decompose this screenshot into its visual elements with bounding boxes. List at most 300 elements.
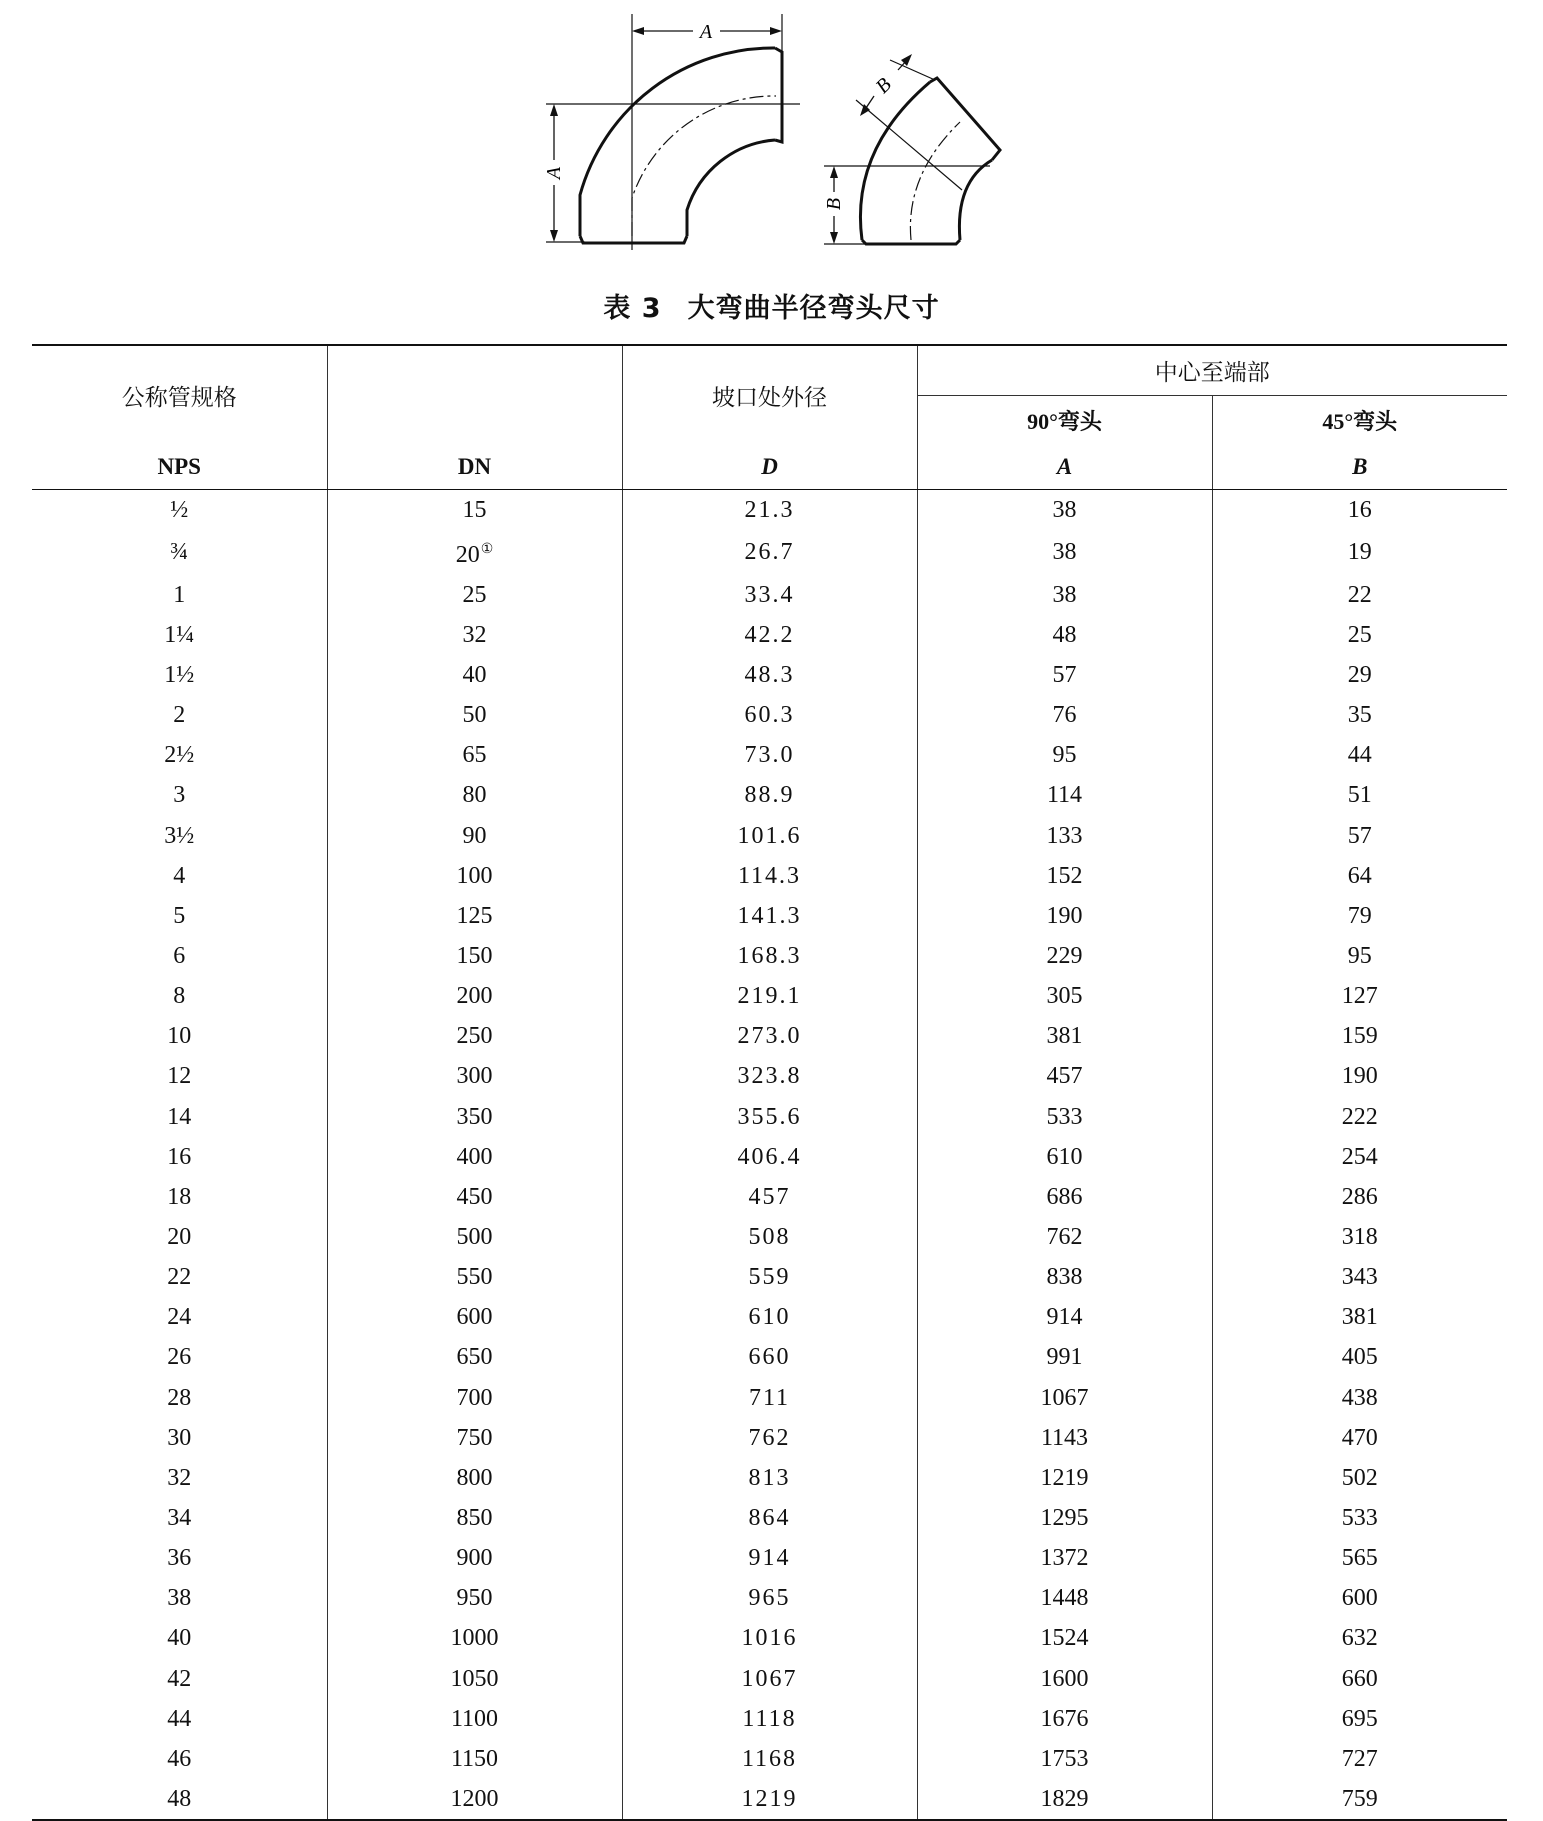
outside-diameter-cell	[622, 1096, 917, 1136]
nps-cell	[32, 1096, 327, 1136]
dn-cell-value: 300	[456, 1063, 493, 1090]
table-row	[32, 615, 1507, 655]
center-to-end-45-cell-value: 254	[1341, 1143, 1378, 1170]
nps-cell-value: 36	[167, 1545, 192, 1572]
center-to-end-90-cell	[917, 1578, 1212, 1618]
nps-cell	[32, 615, 327, 655]
table-row	[32, 1056, 1507, 1096]
center-to-end-45-cell	[1212, 530, 1507, 575]
center-to-end-45-cell-value: 222	[1341, 1103, 1378, 1130]
dn-cell	[327, 1096, 622, 1136]
outside-diameter-cell-value: 762	[748, 1424, 791, 1451]
center-to-end-45-cell-value: 502	[1341, 1464, 1378, 1491]
outside-diameter-cell	[622, 1137, 917, 1177]
center-to-end-90-cell	[917, 936, 1212, 976]
nps-cell-value: 42	[167, 1665, 192, 1692]
center-to-end-45-cell	[1212, 1498, 1507, 1538]
center-to-end-90-cell-value: 1372	[1040, 1545, 1089, 1572]
dn-cell	[327, 1337, 622, 1377]
dn-cell-value: 1150	[450, 1745, 499, 1772]
header-nominal-size: 公称管规格	[32, 345, 327, 445]
center-to-end-45-cell	[1212, 1056, 1507, 1096]
header-dn-symbol: DN	[327, 445, 622, 489]
center-to-end-90-cell	[917, 1177, 1212, 1217]
table-row	[32, 1257, 1507, 1297]
outside-diameter-cell-value: 168.3	[737, 942, 802, 969]
table-row	[32, 1618, 1507, 1658]
center-to-end-90-cell	[917, 1618, 1212, 1658]
center-to-end-90-cell-value: 114	[1046, 782, 1083, 809]
outside-diameter-cell	[622, 936, 917, 976]
dn-cell-value: 950	[456, 1585, 493, 1612]
dn-cell	[327, 1498, 622, 1538]
header-45-elbow	[1212, 395, 1507, 445]
center-to-end-45-cell	[1212, 1377, 1507, 1417]
table-row	[32, 1016, 1507, 1056]
dn-cell-value: 150	[456, 942, 493, 969]
center-to-end-45-cell	[1212, 936, 1507, 976]
nps-cell	[32, 1016, 327, 1056]
outside-diameter-cell	[622, 489, 917, 530]
center-to-end-90-cell	[917, 1658, 1212, 1698]
center-to-end-90-cell-value: 1295	[1040, 1504, 1089, 1531]
nps-cell	[32, 976, 327, 1016]
dn-cell-value: 1200	[450, 1785, 499, 1812]
outside-diameter-cell	[622, 1498, 917, 1538]
table-row	[32, 1137, 1507, 1177]
dn-cell	[327, 1658, 622, 1698]
center-to-end-45-cell	[1212, 775, 1507, 815]
outside-diameter-cell-value: 610	[748, 1304, 791, 1331]
center-to-end-45-cell	[1212, 735, 1507, 775]
outside-diameter-cell	[622, 695, 917, 735]
dn-cell-value: 25	[462, 581, 487, 608]
nps-cell	[32, 735, 327, 775]
dn-cell-value: 450	[456, 1183, 493, 1210]
nps-cell	[32, 936, 327, 976]
center-to-end-45-cell-value: 127	[1341, 983, 1378, 1010]
center-to-end-45-cell	[1212, 1217, 1507, 1257]
header-45-elbow-label: 弯头	[1353, 409, 1398, 435]
nps-cell	[32, 1217, 327, 1257]
center-to-end-90-cell	[917, 530, 1212, 575]
header-bevel-od: 坡口处外径	[622, 345, 917, 445]
nps-cell	[32, 1658, 327, 1698]
center-to-end-90-cell-value: 38	[1052, 581, 1077, 608]
center-to-end-45-cell-value: 470	[1341, 1424, 1378, 1451]
outside-diameter-cell-value: 1067	[741, 1665, 798, 1692]
dn-cell-value: 1000	[450, 1625, 499, 1652]
table-row	[32, 1658, 1507, 1698]
center-to-end-90-cell	[917, 575, 1212, 615]
outside-diameter-cell-value: 26.7	[744, 539, 795, 566]
header-45-degree: 45°	[1322, 408, 1354, 434]
center-to-end-90-cell	[917, 1498, 1212, 1538]
center-to-end-90-cell-value: 533	[1046, 1103, 1083, 1130]
table-row	[32, 1217, 1507, 1257]
nps-cell	[32, 1458, 327, 1498]
dim-label-b-vertical: B	[823, 197, 845, 211]
outside-diameter-cell	[622, 735, 917, 775]
outside-diameter-cell-value: 323.8	[737, 1063, 802, 1090]
outside-diameter-cell-value: 101.6	[737, 822, 802, 849]
dn-cell-value: 15	[462, 496, 487, 523]
elbow-dimension-table	[32, 344, 1507, 1821]
dn-cell	[327, 1739, 622, 1779]
center-to-end-45-cell-value: 381	[1341, 1304, 1378, 1331]
center-to-end-45-cell-value: 533	[1341, 1504, 1378, 1531]
outside-diameter-cell	[622, 1418, 917, 1458]
header-d-symbol: D	[622, 445, 917, 489]
outside-diameter-cell	[622, 1217, 917, 1257]
center-to-end-90-cell-value: 686	[1046, 1183, 1083, 1210]
outside-diameter-cell	[622, 530, 917, 575]
center-to-end-45-cell	[1212, 655, 1507, 695]
table-row	[32, 775, 1507, 815]
center-to-end-90-cell	[917, 489, 1212, 530]
dn-cell	[327, 1618, 622, 1658]
nps-cell	[32, 896, 327, 936]
dn-cell	[327, 575, 622, 615]
nps-cell	[32, 1337, 327, 1377]
center-to-end-90-cell	[917, 896, 1212, 936]
center-to-end-90-cell	[917, 1377, 1212, 1417]
table-row	[32, 575, 1507, 615]
outside-diameter-cell	[622, 1578, 917, 1618]
center-to-end-90-cell-value: 1600	[1040, 1665, 1089, 1692]
center-to-end-90-cell	[917, 695, 1212, 735]
center-to-end-45-cell-value: 343	[1341, 1264, 1378, 1291]
nps-cell	[32, 1739, 327, 1779]
dn-cell-value: 850	[456, 1504, 493, 1531]
nps-cell-value: 10	[167, 1023, 192, 1050]
nps-cell-value: 1½	[164, 661, 195, 688]
center-to-end-45-cell-value: 286	[1341, 1183, 1378, 1210]
table-row	[32, 896, 1507, 936]
table-row	[32, 976, 1507, 1016]
center-to-end-45-cell	[1212, 1177, 1507, 1217]
center-to-end-45-cell-value: 759	[1341, 1785, 1378, 1812]
nps-cell-value: 30	[167, 1424, 192, 1451]
nps-cell	[32, 1578, 327, 1618]
dn-cell-value: 200	[456, 983, 493, 1010]
table-row	[32, 1418, 1507, 1458]
table-row	[32, 1578, 1507, 1618]
outside-diameter-cell-value: 660	[748, 1344, 791, 1371]
nps-cell	[32, 1699, 327, 1739]
dn-cell-value: 750	[456, 1424, 493, 1451]
dn-cell-value: 20	[455, 541, 480, 568]
center-to-end-90-cell-value: 1143	[1040, 1424, 1089, 1451]
dn-cell	[327, 1297, 622, 1337]
center-to-end-90-cell	[917, 655, 1212, 695]
center-to-end-90-cell-value: 57	[1052, 661, 1077, 688]
center-to-end-45-cell	[1212, 1257, 1507, 1297]
nps-cell	[32, 815, 327, 855]
outside-diameter-cell-value: 1219	[741, 1785, 798, 1812]
outside-diameter-cell-value: 273.0	[737, 1023, 802, 1050]
outside-diameter-cell	[622, 1699, 917, 1739]
dn-cell-value: 650	[456, 1344, 493, 1371]
center-to-end-90-cell	[917, 1257, 1212, 1297]
center-to-end-45-cell	[1212, 1538, 1507, 1578]
nps-cell	[32, 1056, 327, 1096]
table-row	[32, 735, 1507, 775]
nps-cell	[32, 856, 327, 896]
center-to-end-45-cell-value: 29	[1347, 661, 1372, 688]
center-to-end-45-cell	[1212, 1297, 1507, 1337]
center-to-end-90-cell-value: 38	[1052, 496, 1077, 523]
table-row	[32, 695, 1507, 735]
outside-diameter-cell	[622, 1658, 917, 1698]
elbow-dimension-table-wrapper	[32, 344, 1507, 1821]
nps-cell-value: 14	[167, 1103, 192, 1130]
center-to-end-45-cell	[1212, 856, 1507, 896]
center-to-end-45-cell-value: 35	[1347, 702, 1372, 729]
header-90-elbow	[917, 395, 1212, 445]
outside-diameter-cell	[622, 615, 917, 655]
center-to-end-45-cell-value: 16	[1347, 496, 1372, 523]
center-to-end-45-cell-value: 44	[1347, 742, 1372, 769]
header-dn-blank	[327, 345, 622, 445]
dn-cell-value: 1050	[450, 1665, 499, 1692]
outside-diameter-cell-value: 88.9	[744, 782, 795, 809]
nps-cell-value: 4	[173, 862, 186, 889]
outside-diameter-cell-value: 508	[748, 1223, 791, 1250]
center-to-end-45-cell-value: 190	[1341, 1063, 1378, 1090]
table-row	[32, 655, 1507, 695]
nps-cell	[32, 1618, 327, 1658]
center-to-end-45-cell-value: 51	[1347, 782, 1372, 809]
outside-diameter-cell-value: 711	[748, 1384, 791, 1411]
elbow-45-drawing	[824, 54, 1000, 244]
table-body	[32, 489, 1507, 1820]
center-to-end-90-cell-value: 1753	[1040, 1745, 1089, 1772]
center-to-end-90-cell	[917, 1056, 1212, 1096]
outside-diameter-cell	[622, 1377, 917, 1417]
outside-diameter-cell-value: 73.0	[744, 742, 795, 769]
dim-label-a-horizontal: A	[699, 21, 713, 43]
center-to-end-90-cell	[917, 1137, 1212, 1177]
table-row	[32, 1699, 1507, 1739]
center-to-end-45-cell-value: 57	[1347, 822, 1372, 849]
nps-cell	[32, 655, 327, 695]
center-to-end-90-cell-value: 838	[1046, 1264, 1083, 1291]
center-to-end-45-cell	[1212, 1418, 1507, 1458]
dn-cell	[327, 615, 622, 655]
nps-cell-value: 2½	[164, 742, 195, 769]
center-to-end-90-cell	[917, 1217, 1212, 1257]
center-to-end-45-cell	[1212, 1458, 1507, 1498]
header-90-elbow-label: 弯头	[1057, 409, 1102, 435]
elbow-dimension-figure	[530, 0, 1030, 260]
table-row	[32, 1538, 1507, 1578]
nps-cell	[32, 1257, 327, 1297]
nps-cell-value: 18	[167, 1183, 192, 1210]
dn-cell	[327, 489, 622, 530]
outside-diameter-cell-value: 457	[748, 1183, 791, 1210]
header-90-degree: 90°	[1027, 408, 1058, 434]
table-row	[32, 1096, 1507, 1136]
table-row	[32, 1297, 1507, 1337]
center-to-end-90-cell	[917, 1538, 1212, 1578]
center-to-end-45-cell-value: 64	[1347, 862, 1372, 889]
nps-cell	[32, 1377, 327, 1417]
center-to-end-45-cell	[1212, 575, 1507, 615]
dim-label-a-vertical: A	[543, 166, 565, 180]
table-row	[32, 1458, 1507, 1498]
center-to-end-90-cell	[917, 976, 1212, 1016]
dn-cell	[327, 1578, 622, 1618]
center-to-end-45-cell	[1212, 1016, 1507, 1056]
outside-diameter-cell	[622, 1016, 917, 1056]
dn-cell	[327, 1217, 622, 1257]
outside-diameter-cell	[622, 1739, 917, 1779]
center-to-end-45-cell-value: 22	[1347, 581, 1372, 608]
center-to-end-45-cell-value: 727	[1341, 1745, 1378, 1772]
center-to-end-45-cell	[1212, 976, 1507, 1016]
nps-cell-value: 1	[173, 581, 186, 608]
center-to-end-45-cell	[1212, 1618, 1507, 1658]
nps-cell-value: 16	[167, 1143, 192, 1170]
nps-cell-value: 28	[167, 1384, 192, 1411]
dn-cell-value: 50	[462, 702, 487, 729]
dn-cell-value: 400	[456, 1143, 493, 1170]
outside-diameter-cell-value: 1016	[741, 1625, 798, 1652]
dn-cell	[327, 1257, 622, 1297]
center-to-end-45-cell	[1212, 1699, 1507, 1739]
nps-cell-value: 24	[167, 1304, 192, 1331]
dn-cell	[327, 530, 622, 575]
center-to-end-45-cell-value: 565	[1341, 1545, 1378, 1572]
center-to-end-45-cell-value: 600	[1341, 1585, 1378, 1612]
center-to-end-90-cell	[917, 1016, 1212, 1056]
outside-diameter-cell-value: 141.3	[737, 902, 802, 929]
center-to-end-90-cell-value: 1067	[1040, 1384, 1089, 1411]
dn-cell	[327, 1056, 622, 1096]
table-number: 表 3	[603, 293, 662, 324]
nps-cell-value: 3	[173, 782, 186, 809]
nps-cell	[32, 695, 327, 735]
dn-cell	[327, 1418, 622, 1458]
dn-cell	[327, 1699, 622, 1739]
center-to-end-90-cell	[917, 615, 1212, 655]
outside-diameter-cell-value: 406.4	[737, 1143, 802, 1170]
dn-cell	[327, 896, 622, 936]
nps-cell	[32, 1177, 327, 1217]
center-to-end-45-cell-value: 438	[1341, 1384, 1378, 1411]
nps-cell-value: 38	[167, 1585, 192, 1612]
outside-diameter-cell	[622, 1177, 917, 1217]
outside-diameter-cell	[622, 1458, 917, 1498]
elbow-90-drawing	[546, 14, 800, 250]
nps-cell	[32, 775, 327, 815]
nps-cell	[32, 575, 327, 615]
outside-diameter-cell-value: 48.3	[744, 661, 795, 688]
center-to-end-45-cell-value: 19	[1347, 539, 1372, 566]
nps-cell	[32, 1297, 327, 1337]
dn-cell-value: 350	[456, 1103, 493, 1130]
outside-diameter-cell-value: 21.3	[744, 496, 795, 523]
dn-cell	[327, 815, 622, 855]
nps-cell-value: 3½	[164, 822, 195, 849]
center-to-end-45-cell	[1212, 1337, 1507, 1377]
center-to-end-45-cell	[1212, 815, 1507, 855]
center-to-end-45-cell	[1212, 1137, 1507, 1177]
center-to-end-90-cell-value: 48	[1052, 621, 1077, 648]
dn-cell	[327, 1538, 622, 1578]
outside-diameter-cell-value: 813	[748, 1464, 791, 1491]
table-title: 大弯曲半径弯头尺寸	[687, 293, 940, 324]
center-to-end-90-cell-value: 95	[1052, 742, 1077, 769]
table-row	[32, 1739, 1507, 1779]
center-to-end-45-cell	[1212, 1658, 1507, 1698]
dn-cell-value: 500	[456, 1223, 493, 1250]
outside-diameter-cell	[622, 815, 917, 855]
dn-cell-value: 100	[456, 862, 493, 889]
table-row	[32, 936, 1507, 976]
dn-cell-value: 80	[462, 782, 487, 809]
center-to-end-90-cell-value: 152	[1046, 862, 1083, 889]
dn-cell	[327, 695, 622, 735]
header-b-symbol: B	[1212, 445, 1507, 489]
table-header	[32, 345, 1507, 489]
outside-diameter-cell-value: 114.3	[737, 862, 802, 889]
center-to-end-90-cell-value: 190	[1046, 902, 1083, 929]
center-to-end-45-cell	[1212, 615, 1507, 655]
center-to-end-90-cell-value: 914	[1046, 1304, 1083, 1331]
center-to-end-90-cell-value: 1219	[1040, 1464, 1089, 1491]
center-to-end-90-cell-value: 610	[1046, 1143, 1083, 1170]
dn-cell	[327, 1016, 622, 1056]
center-to-end-90-cell-value: 229	[1046, 942, 1083, 969]
header-center-to-end: 中心至端部	[917, 345, 1507, 395]
outside-diameter-cell-value: 864	[748, 1504, 791, 1531]
nps-cell	[32, 489, 327, 530]
dn-cell-value: 32	[462, 621, 487, 648]
center-to-end-90-cell-value: 1829	[1040, 1785, 1089, 1812]
center-to-end-90-cell	[917, 815, 1212, 855]
nps-cell-value: 46	[167, 1745, 192, 1772]
dn-cell	[327, 735, 622, 775]
dn-cell-value: 250	[456, 1023, 493, 1050]
nps-cell	[32, 1538, 327, 1578]
center-to-end-90-cell	[917, 1337, 1212, 1377]
table-row	[32, 1337, 1507, 1377]
nps-cell-value: 34	[167, 1504, 192, 1531]
center-to-end-45-cell	[1212, 896, 1507, 936]
center-to-end-90-cell	[917, 1458, 1212, 1498]
nps-cell-value: 32	[167, 1464, 192, 1491]
outside-diameter-cell-value: 42.2	[744, 621, 795, 648]
outside-diameter-cell	[622, 1257, 917, 1297]
outside-diameter-cell	[622, 655, 917, 695]
nps-cell-value: ¾	[170, 539, 189, 566]
nps-cell	[32, 1418, 327, 1458]
center-to-end-90-cell-value: 305	[1046, 983, 1083, 1010]
nps-cell-value: 5	[173, 902, 186, 929]
center-to-end-90-cell-value: 38	[1052, 539, 1077, 566]
nps-cell	[32, 1137, 327, 1177]
center-to-end-90-cell-value: 457	[1046, 1063, 1083, 1090]
outside-diameter-cell	[622, 775, 917, 815]
dn-cell	[327, 856, 622, 896]
dn-cell	[327, 655, 622, 695]
center-to-end-90-cell-value: 991	[1046, 1344, 1083, 1371]
nps-cell-value: 20	[167, 1223, 192, 1250]
dn-cell-value: 40	[462, 661, 487, 688]
dn-cell-value: 65	[462, 742, 487, 769]
